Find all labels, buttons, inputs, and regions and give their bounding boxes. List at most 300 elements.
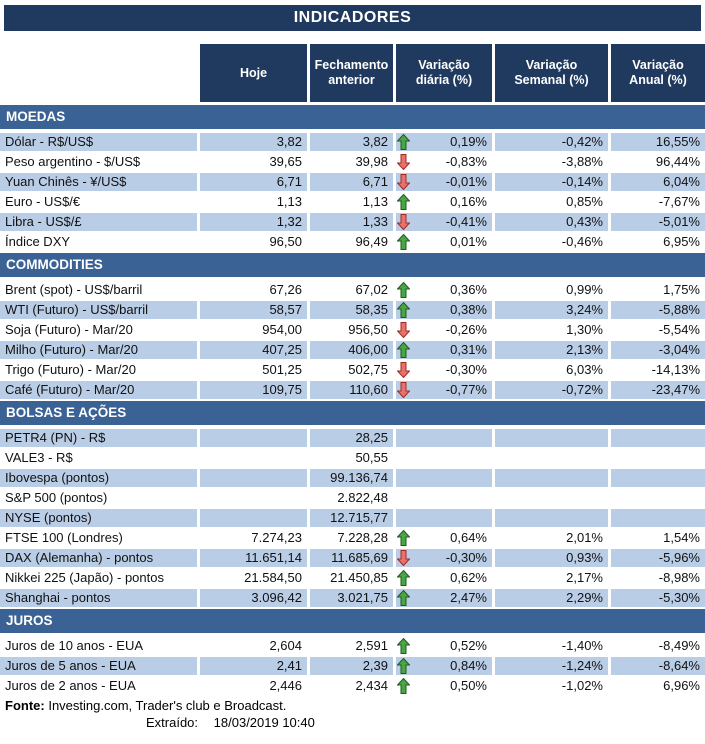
annual-change-value: [611, 429, 705, 447]
hoje-value: [200, 529, 307, 547]
row-label: [0, 677, 197, 695]
daily-change-value-text: 0,36%: [450, 282, 487, 297]
fechamento-value: [310, 321, 393, 339]
fechamento-value-text: 12.715,77: [330, 510, 388, 525]
weekly-change-value: [495, 301, 608, 319]
daily-change-value-text: 0,01%: [450, 234, 487, 249]
annual-change-value: [611, 469, 705, 487]
up-arrow-icon: [397, 590, 410, 606]
down-arrow-icon: [397, 174, 410, 190]
row-label-text: PETR4 (PN) - R$: [5, 430, 106, 445]
down-arrow-icon: [397, 550, 410, 566]
hoje-value: [200, 133, 307, 151]
row-label-text: Dólar - R$/US$: [5, 134, 94, 149]
source-line: [0, 697, 705, 714]
weekly-change-value-text: 2,29%: [566, 590, 603, 605]
fechamento-value-text: 21.450,85: [330, 570, 388, 585]
annual-change-value-text: -8,64%: [658, 658, 700, 673]
hoje-value-text: 3.096,42: [251, 590, 302, 605]
annual-change-value-text: -5,30%: [658, 590, 700, 605]
hoje-value-text: 96,50: [269, 234, 302, 249]
fechamento-value: [310, 233, 393, 251]
annual-change-value-text: 1,54%: [663, 530, 700, 545]
daily-change-value-text: 0,84%: [450, 658, 487, 673]
annual-change-value-text: -5,01%: [658, 214, 700, 229]
annual-change-value: [611, 213, 705, 231]
up-arrow-icon: [397, 342, 410, 358]
annual-change-value: [611, 233, 705, 251]
hoje-value-text: 501,25: [262, 362, 302, 377]
row-label: [0, 233, 197, 251]
report-footer: [0, 697, 705, 731]
weekly-change-value-text: -0,72%: [561, 382, 603, 397]
annual-change-value: [611, 321, 705, 339]
daily-change-value: [396, 549, 492, 567]
daily-change-value: [396, 469, 492, 487]
hoje-value-text: 67,26: [269, 282, 302, 297]
hoje-value: [200, 429, 307, 447]
annual-change-value: [611, 381, 705, 399]
daily-change-value-text: -0,26%: [445, 322, 487, 337]
hoje-value: [200, 549, 307, 567]
row-label: [0, 381, 197, 399]
report-title-bar: [4, 5, 701, 31]
up-arrow-icon: [397, 194, 410, 210]
daily-change-value: [396, 301, 492, 319]
daily-change-value: [396, 657, 492, 675]
annual-change-value: [611, 489, 705, 507]
daily-change-value-text: 0,64%: [450, 530, 487, 545]
hoje-value-text: 954,00: [262, 322, 302, 337]
column-header: Variação Semanal (%): [495, 44, 608, 102]
table-row: [0, 361, 705, 379]
hoje-value-text: 21.584,50: [244, 570, 302, 585]
source-text: Investing.com, Trader's club e Broadcast.: [48, 698, 287, 713]
row-label: [0, 213, 197, 231]
row-label-text: VALE3 - R$: [5, 450, 73, 465]
annual-change-value: [611, 193, 705, 211]
daily-change-value: [396, 341, 492, 359]
fechamento-value-text: 3,82: [362, 134, 388, 149]
table-row: [0, 381, 705, 399]
weekly-change-value: [495, 589, 608, 607]
page-title: INDICADORES: [293, 9, 412, 26]
fechamento-value-text: 99.136,74: [330, 470, 388, 485]
extracted-line: [0, 714, 705, 731]
weekly-change-value: [495, 193, 608, 211]
fechamento-value: [310, 153, 393, 171]
down-arrow-icon: [397, 214, 410, 230]
fechamento-value-text: 3.021,75: [337, 590, 388, 605]
up-arrow-icon: [397, 658, 410, 674]
fechamento-value: [310, 361, 393, 379]
annual-change-value-text: 6,95%: [663, 234, 700, 249]
fechamento-value-text: 502,75: [348, 362, 388, 377]
up-arrow-icon: [397, 282, 410, 298]
annual-change-value-text: 16,55%: [655, 134, 700, 149]
fechamento-value-text: 7.228,28: [337, 530, 388, 545]
fechamento-value: [310, 489, 393, 507]
table-row: [0, 281, 705, 299]
daily-change-value-text: -0,01%: [445, 174, 487, 189]
table-row: [0, 529, 705, 547]
row-label: [0, 321, 197, 339]
row-label-text: Soja (Futuro) - Mar/20: [5, 322, 133, 337]
down-arrow-icon: [397, 382, 410, 398]
weekly-change-value-text: -1,24%: [561, 658, 603, 673]
annual-change-value-text: -8,49%: [658, 638, 700, 653]
table-row: [0, 509, 705, 527]
row-label-text: Yuan Chinês - ¥/US$: [5, 174, 127, 189]
table-row: [0, 569, 705, 587]
row-label-text: WTI (Futuro) - US$/barril: [5, 302, 149, 317]
weekly-change-value: [495, 281, 608, 299]
daily-change-value-text: 2,47%: [450, 590, 487, 605]
weekly-change-value: [495, 153, 608, 171]
table-row: [0, 469, 705, 487]
weekly-change-value: [495, 489, 608, 507]
row-label: [0, 657, 197, 675]
annual-change-value: [611, 361, 705, 379]
hoje-value: [200, 153, 307, 171]
row-label: [0, 509, 197, 527]
row-label-text: Índice DXY: [5, 234, 71, 249]
daily-change-value-text: 0,62%: [450, 570, 487, 585]
column-header: Variação diária (%): [396, 44, 492, 102]
fechamento-value: [310, 213, 393, 231]
weekly-change-value: [495, 321, 608, 339]
fechamento-value-text: 67,02: [355, 282, 388, 297]
section-header: BOLSAS E AÇÕES: [0, 401, 705, 425]
weekly-change-value: [495, 469, 608, 487]
table-row: [0, 677, 705, 695]
row-label-text: DAX (Alemanha) - pontos: [5, 550, 154, 565]
fechamento-value-text: 2,434: [355, 678, 388, 693]
table-row: [0, 341, 705, 359]
daily-change-value: [396, 233, 492, 251]
daily-change-value-text: -0,30%: [445, 362, 487, 377]
weekly-change-value-text: 2,17%: [566, 570, 603, 585]
weekly-change-value-text: 6,03%: [566, 362, 603, 377]
up-arrow-icon: [397, 234, 410, 250]
daily-change-value: [396, 429, 492, 447]
row-label-text: S&P 500 (pontos): [5, 490, 108, 505]
row-label: [0, 449, 197, 467]
weekly-change-value-text: 2,01%: [566, 530, 603, 545]
weekly-change-value-text: -1,02%: [561, 678, 603, 693]
fechamento-value: [310, 657, 393, 675]
table-body: [0, 105, 705, 695]
down-arrow-icon: [397, 154, 410, 170]
hoje-value: [200, 281, 307, 299]
daily-change-value: [396, 489, 492, 507]
hoje-value-text: 1,13: [276, 194, 302, 209]
row-label-text: Libra - US$/£: [5, 214, 82, 229]
up-arrow-icon: [397, 530, 410, 546]
annual-change-value: [611, 173, 705, 191]
daily-change-value: [396, 153, 492, 171]
fechamento-value: [310, 509, 393, 527]
hoje-value: [200, 637, 307, 655]
daily-change-value: [396, 509, 492, 527]
row-label: [0, 173, 197, 191]
fechamento-value: [310, 569, 393, 587]
hoje-value: [200, 589, 307, 607]
weekly-change-value: [495, 173, 608, 191]
daily-change-value-text: -0,41%: [445, 214, 487, 229]
row-label: [0, 341, 197, 359]
fechamento-value: [310, 469, 393, 487]
fechamento-value-text: 956,50: [348, 322, 388, 337]
weekly-change-value: [495, 509, 608, 527]
hoje-value-text: 58,57: [269, 302, 302, 317]
row-label: [0, 529, 197, 547]
annual-change-value-text: -5,96%: [658, 550, 700, 565]
weekly-change-value: [495, 429, 608, 447]
daily-change-value-text: 0,38%: [450, 302, 487, 317]
weekly-change-value-text: -1,40%: [561, 638, 603, 653]
daily-change-value: [396, 281, 492, 299]
row-label: [0, 301, 197, 319]
fechamento-value: [310, 529, 393, 547]
weekly-change-value: [495, 637, 608, 655]
daily-change-value: [396, 361, 492, 379]
daily-change-value-text: -0,83%: [445, 154, 487, 169]
annual-change-value: [611, 677, 705, 695]
column-header: Hoje: [200, 44, 307, 102]
daily-change-value: [396, 637, 492, 655]
fechamento-value-text: 50,55: [355, 450, 388, 465]
fechamento-value-text: 11.685,69: [331, 550, 388, 565]
up-arrow-icon: [397, 638, 410, 654]
table-row: [0, 321, 705, 339]
fechamento-value: [310, 381, 393, 399]
hoje-value: [200, 657, 307, 675]
annual-change-value-text: -5,88%: [658, 302, 700, 317]
annual-change-value: [611, 637, 705, 655]
weekly-change-value: [495, 133, 608, 151]
annual-change-value: [611, 341, 705, 359]
table-row: [0, 549, 705, 567]
weekly-change-value: [495, 657, 608, 675]
up-arrow-icon: [397, 134, 410, 150]
annual-change-value: [611, 657, 705, 675]
hoje-value: [200, 361, 307, 379]
source-label: Fonte:: [5, 698, 45, 713]
table-row: [0, 589, 705, 607]
extracted-label: Extraído:: [146, 715, 199, 730]
hoje-value-text: 11.651,14: [245, 550, 302, 565]
fechamento-value-text: 96,49: [355, 234, 388, 249]
hoje-value-text: 6,71: [276, 174, 302, 189]
hoje-value-text: 3,82: [276, 134, 302, 149]
daily-change-value-text: 0,52%: [450, 638, 487, 653]
weekly-change-value: [495, 213, 608, 231]
row-label: [0, 549, 197, 567]
table-row: [0, 213, 705, 231]
column-header: Fechamento anterior: [310, 44, 393, 102]
annual-change-value: [611, 549, 705, 567]
weekly-change-value-text: -0,42%: [561, 134, 603, 149]
hoje-value: [200, 449, 307, 467]
fechamento-value: [310, 677, 393, 695]
row-label-text: Peso argentino - $/US$: [5, 154, 141, 169]
table-row: [0, 153, 705, 171]
annual-change-value-text: -14,13%: [651, 362, 700, 377]
row-label-text: FTSE 100 (Londres): [5, 530, 123, 545]
hoje-value: [200, 341, 307, 359]
fechamento-value-text: 28,25: [355, 430, 388, 445]
hoje-value: [200, 677, 307, 695]
column-header: Variação Anual (%): [611, 44, 705, 102]
hoje-value-text: 1,32: [276, 214, 302, 229]
fechamento-value-text: 1,13: [362, 194, 388, 209]
up-arrow-icon: [397, 678, 410, 694]
fechamento-value: [310, 301, 393, 319]
row-label-text: Café (Futuro) - Mar/20: [5, 382, 135, 397]
fechamento-value: [310, 589, 393, 607]
annual-change-value-text: -23,47%: [651, 382, 700, 397]
hoje-value: [200, 509, 307, 527]
row-label: [0, 489, 197, 507]
section-header: JUROS: [0, 609, 705, 633]
daily-change-value: [396, 133, 492, 151]
fechamento-value-text: 406,00: [348, 342, 388, 357]
up-arrow-icon: [397, 570, 410, 586]
row-label: [0, 281, 197, 299]
hoje-value: [200, 321, 307, 339]
weekly-change-value: [495, 381, 608, 399]
annual-change-value-text: -5,54%: [658, 322, 700, 337]
table-row: [0, 233, 705, 251]
annual-change-value-text: -7,67%: [658, 194, 700, 209]
up-arrow-icon: [397, 302, 410, 318]
extracted-timestamp: 18/03/2019 10:40: [213, 715, 315, 730]
weekly-change-value: [495, 529, 608, 547]
weekly-change-value: [495, 233, 608, 251]
weekly-change-value-text: 0,93%: [566, 550, 603, 565]
hoje-value-text: 2,604: [269, 638, 302, 653]
hoje-value: [200, 193, 307, 211]
hoje-value-text: 2,446: [269, 678, 302, 693]
fechamento-value-text: 58,35: [355, 302, 388, 317]
table-row: [0, 429, 705, 447]
table-row: [0, 657, 705, 675]
fechamento-value: [310, 281, 393, 299]
daily-change-value-text: 0,31%: [450, 342, 487, 357]
daily-change-value-text: 0,16%: [450, 194, 487, 209]
daily-change-value: [396, 173, 492, 191]
fechamento-value: [310, 637, 393, 655]
fechamento-value-text: 39,98: [355, 154, 388, 169]
daily-change-value-text: 0,19%: [450, 134, 487, 149]
row-label: [0, 133, 197, 151]
row-label-text: Brent (spot) - US$/barril: [5, 282, 143, 297]
table-row: [0, 133, 705, 151]
annual-change-value-text: -3,04%: [658, 342, 700, 357]
row-label: [0, 469, 197, 487]
hoje-value-text: 39,65: [269, 154, 302, 169]
fechamento-value-text: 2,591: [355, 638, 388, 653]
annual-change-value: [611, 153, 705, 171]
row-label: [0, 589, 197, 607]
fechamento-value: [310, 173, 393, 191]
row-label-text: Juros de 5 anos - EUA: [5, 658, 136, 673]
weekly-change-value: [495, 341, 608, 359]
annual-change-value: [611, 281, 705, 299]
annual-change-value-text: 6,96%: [663, 678, 700, 693]
fechamento-value-text: 2,39: [362, 658, 388, 673]
down-arrow-icon: [397, 322, 410, 338]
fechamento-value-text: 110,60: [349, 382, 388, 397]
down-arrow-icon: [397, 362, 410, 378]
weekly-change-value-text: -3,88%: [561, 154, 603, 169]
daily-change-value-text: 0,50%: [450, 678, 487, 693]
table-row: [0, 301, 705, 319]
table-row: [0, 173, 705, 191]
indicators-report: [0, 5, 705, 731]
row-label-text: Nikkei 225 (Japão) - pontos: [5, 570, 164, 585]
annual-change-value: [611, 589, 705, 607]
weekly-change-value-text: 0,99%: [566, 282, 603, 297]
hoje-value: [200, 233, 307, 251]
annual-change-value: [611, 449, 705, 467]
table-row: [0, 489, 705, 507]
hoje-value: [200, 173, 307, 191]
weekly-change-value: [495, 549, 608, 567]
row-label-text: Trigo (Futuro) - Mar/20: [5, 362, 136, 377]
fechamento-value: [310, 193, 393, 211]
daily-change-value-text: -0,30%: [445, 550, 487, 565]
hoje-value-text: 109,75: [262, 382, 302, 397]
row-label: [0, 429, 197, 447]
table-row: [0, 193, 705, 211]
hoje-value: [200, 569, 307, 587]
section-header: MOEDAS: [0, 105, 705, 129]
daily-change-value-text: -0,77%: [445, 382, 487, 397]
fechamento-value: [310, 449, 393, 467]
row-label-text: Ibovespa (pontos): [5, 470, 110, 485]
row-label-text: NYSE (pontos): [5, 510, 92, 525]
fechamento-value: [310, 133, 393, 151]
annual-change-value-text: 1,75%: [663, 282, 700, 297]
row-label-text: Juros de 2 anos - EUA: [5, 678, 136, 693]
annual-change-value: [611, 133, 705, 151]
daily-change-value: [396, 677, 492, 695]
daily-change-value: [396, 193, 492, 211]
daily-change-value: [396, 529, 492, 547]
hoje-value: [200, 381, 307, 399]
annual-change-value-text: 6,04%: [663, 174, 700, 189]
weekly-change-value-text: -0,14%: [561, 174, 603, 189]
weekly-change-value: [495, 677, 608, 695]
weekly-change-value-text: 3,24%: [566, 302, 603, 317]
weekly-change-value: [495, 361, 608, 379]
annual-change-value-text: -8,98%: [658, 570, 700, 585]
annual-change-value: [611, 529, 705, 547]
hoje-value-text: 7.274,23: [251, 530, 302, 545]
fechamento-value: [310, 549, 393, 567]
annual-change-value: [611, 569, 705, 587]
annual-change-value: [611, 509, 705, 527]
weekly-change-value-text: 1,30%: [566, 322, 603, 337]
daily-change-value: [396, 449, 492, 467]
row-label: [0, 361, 197, 379]
annual-change-value-text: 96,44%: [655, 154, 700, 169]
row-label: [0, 193, 197, 211]
row-label-text: Milho (Futuro) - Mar/20: [5, 342, 138, 357]
daily-change-value: [396, 213, 492, 231]
